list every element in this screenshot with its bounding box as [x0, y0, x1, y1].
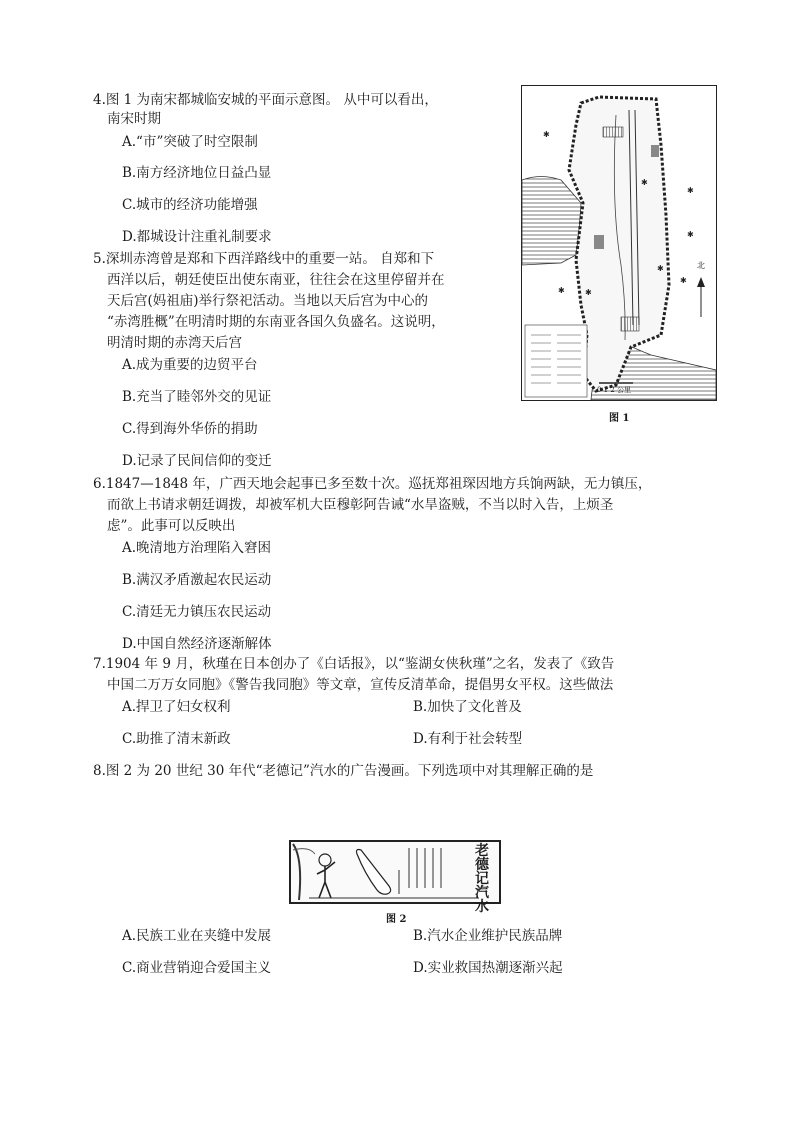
- ad-title-vertical: 老德记汽水: [475, 843, 489, 915]
- svg-text:✱: ✱: [687, 186, 694, 195]
- q5-option-c: C.得到海外华侨的捐助: [122, 421, 258, 437]
- q5-stem-line1: 5.深圳赤湾曾是郑和下西洋路线中的重要一站。 自郑和下: [93, 251, 435, 267]
- q8-option-b: B.汽水企业维护民族品牌: [413, 928, 563, 944]
- q5-option-a: A.成为重要的边贸平台: [122, 357, 258, 373]
- svg-text:✱: ✱: [687, 230, 694, 239]
- svg-text:✱: ✱: [585, 288, 592, 297]
- q4-option-a: A.“市”突破了时空限制: [122, 134, 258, 150]
- q7-option-c: C.助推了清末新政: [122, 731, 231, 747]
- q8-option-d: D.实业救国热潮逐渐兴起: [413, 960, 563, 976]
- q8-option-a: A.民族工业在夹缝中发展: [122, 928, 272, 944]
- figure-2-caption: 图 2: [386, 914, 407, 925]
- q6-stem-line1: 6.1847—1848 年，广西天地会起事已多至数十次。巡抚郑祖琛因地方兵饷两缺，无力镇压，: [93, 476, 652, 492]
- q4-stem-line1: 4.图 1 为南宋都城临安城的平面示意图。 从中可以看出，: [93, 92, 438, 108]
- q4-option-b: B.南方经济地位日益凸显: [122, 165, 272, 181]
- q4-option-c: C.城市的经济功能增强: [122, 197, 258, 213]
- q8-option-c: C.商业营销迎合爱国主义: [122, 960, 272, 976]
- figure-1-caption: 图 1: [609, 413, 630, 424]
- q6-option-c: C.清廷无力镇压农民运动: [122, 604, 272, 620]
- q5-stem-line2: 西洋以后，朝廷使臣出使东南亚，往往会在这里停留并在: [107, 272, 445, 288]
- svg-text:✱: ✱: [641, 178, 648, 187]
- q5-stem-line3: 天后宫(妈祖庙)举行祭祀活动。当地以天后宫为中心的: [107, 293, 429, 309]
- q6-stem-line2: 而欲上书请求朝廷调拨，却被军机大臣穆彰阿告诫“水旱盗贼，不当以时入告，上烦圣: [107, 497, 614, 513]
- map-scale-label: 0 1 2 公里: [597, 386, 632, 394]
- svg-text:✱: ✱: [558, 286, 565, 295]
- svg-text:✱: ✱: [543, 130, 550, 139]
- q5-stem-line4: “赤湾胜概”在明清时期的东南亚各国久负盛名。这说明，: [107, 314, 445, 330]
- q7-stem-line2: 中国二万万女同胞》《警告我同胞》等文章，宣传反清革命，提倡男女平权。这些做法: [107, 677, 614, 693]
- q4-option-d: D.都城设计注重礼制要求: [122, 229, 272, 245]
- svg-text:✱: ✱: [680, 276, 687, 285]
- linan-map-drawing: [521, 85, 717, 401]
- q7-option-a: A.捍卫了妇女权利: [122, 699, 231, 715]
- svg-text:✱: ✱: [657, 264, 664, 273]
- q6-option-b: B.满汉矛盾激起农民运动: [122, 572, 272, 588]
- q5-option-b: B.充当了睦邻外交的见证: [122, 389, 272, 405]
- q6-option-a: A.晚清地方治理陷入窘困: [122, 540, 272, 556]
- north-label: 北: [697, 261, 705, 270]
- q5-option-d: D.记录了民间信仰的变迁: [122, 453, 272, 469]
- q7-option-d: D.有利于社会转型: [413, 731, 523, 747]
- q7-stem-line1: 7.1904 年 9 月，秋瑾在日本创办了《白话报》，以“鉴湖女侠秋瑾”之名，发表了《致告: [93, 656, 615, 672]
- soda-ad-drawing: [289, 840, 501, 904]
- q4-stem-line2: 南宋时期: [107, 111, 161, 127]
- q8-stem: 8.图 2 为 20 世纪 30 年代“老德记”汽水的广告漫画。下列选项中对其理解正确的是: [93, 763, 594, 779]
- q7-option-b: B.加快了文化普及: [413, 699, 522, 715]
- q6-stem-line3: 虑”。此事可以反映出: [107, 518, 236, 534]
- figure-2-cartoon: [289, 840, 501, 915]
- q6-option-d: D.中国自然经济逐渐解体: [122, 636, 272, 652]
- q5-stem-line5: 明清时期的赤湾天后宫: [107, 335, 242, 351]
- figure-1-map: [521, 85, 717, 401]
